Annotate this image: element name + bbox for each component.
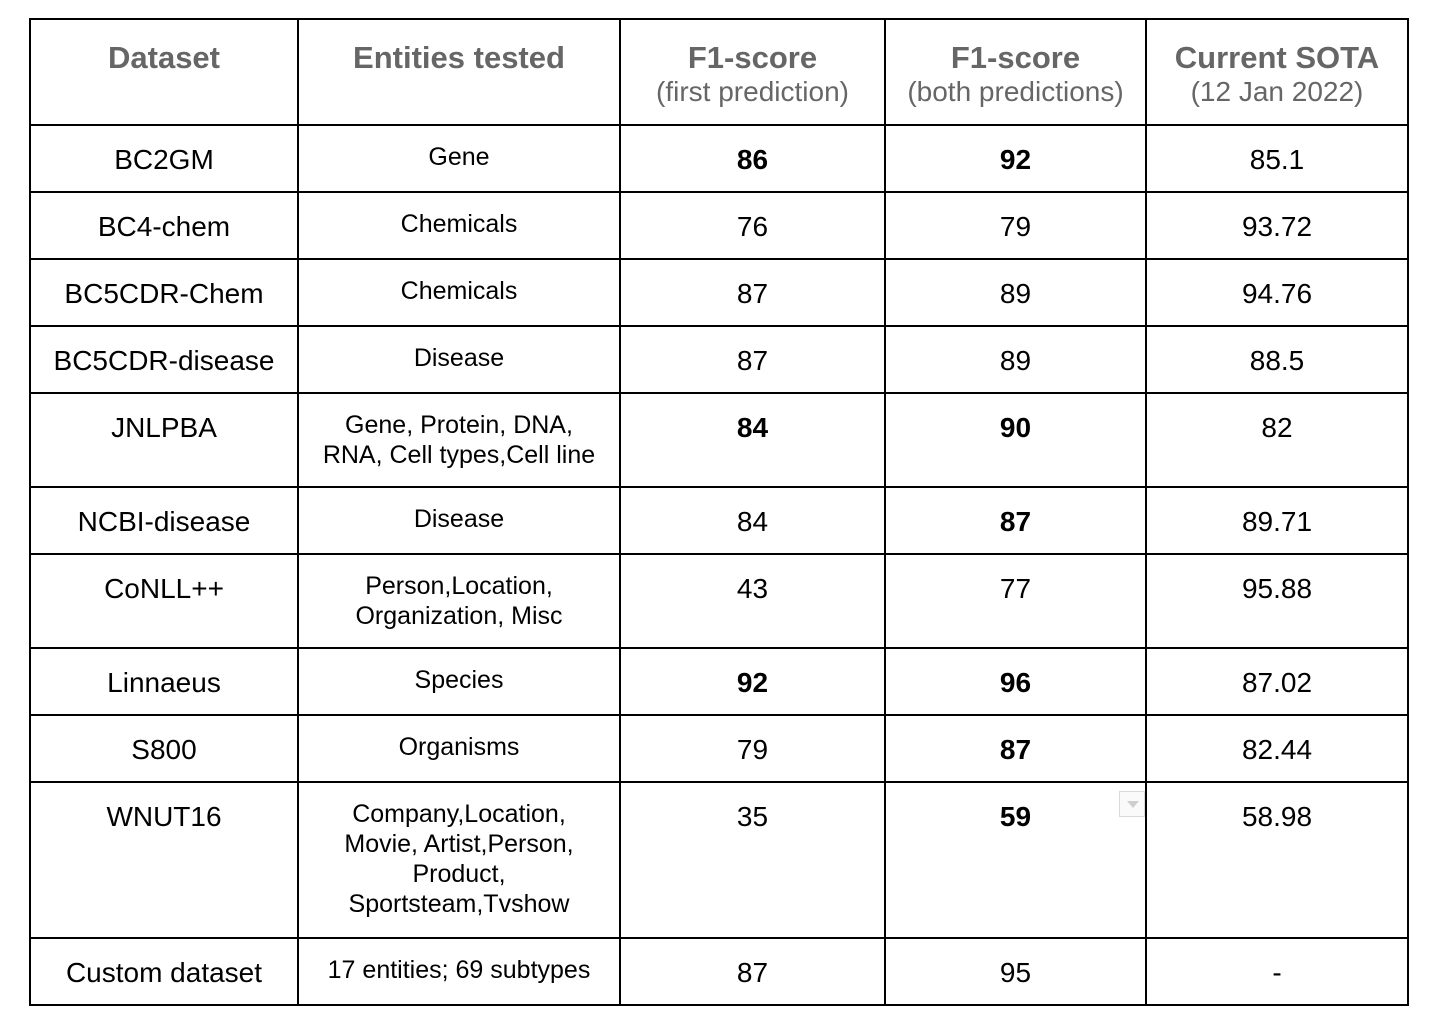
entities-cell	[298, 487, 620, 554]
sota-cell: 94.76	[1146, 259, 1408, 326]
f1-both-value: 59	[999, 801, 1032, 832]
entities-line: Gene, Protein, DNA,	[345, 411, 573, 439]
f1-both-cell	[885, 487, 1146, 554]
table-row	[30, 393, 1408, 487]
f1-first-cell: 76	[620, 192, 885, 259]
entities-line: Company,Location,	[352, 800, 566, 828]
entities-cell	[298, 648, 620, 715]
table-row	[30, 782, 1408, 938]
dataset-cell: WNUT16	[30, 782, 298, 938]
f1-both-wrap	[892, 573, 1139, 605]
table-row	[30, 554, 1408, 648]
f1-both-wrap	[892, 144, 1139, 176]
entities-cell	[298, 782, 620, 938]
f1-both-value: 89	[999, 278, 1032, 309]
f1-first-cell: 87	[620, 326, 885, 393]
f1-both-wrap	[892, 957, 1139, 989]
sota-cell: 58.98	[1146, 782, 1408, 938]
header-f1-both-label: F1-score	[950, 40, 1081, 75]
sota-cell: 93.72	[1146, 192, 1408, 259]
header-f1-first-label: F1-score	[687, 40, 818, 75]
table-row	[30, 192, 1408, 259]
dataset-cell: BC5CDR-Chem	[30, 259, 298, 326]
entities-cell	[298, 554, 620, 648]
header-f1-both-sublabel: (both predictions)	[907, 76, 1124, 107]
entities-cell	[298, 125, 620, 192]
sota-cell: 82.44	[1146, 715, 1408, 782]
sota-cell: 88.5	[1146, 326, 1408, 393]
header-f1-first	[620, 19, 885, 125]
header-sota	[1146, 19, 1408, 125]
sota-cell: 85.1	[1146, 125, 1408, 192]
entities-cell	[298, 259, 620, 326]
table-row	[30, 487, 1408, 554]
f1-both-cell	[885, 326, 1146, 393]
header-sota-sublabel: (12 Jan 2022)	[1190, 76, 1364, 107]
sota-cell: 87.02	[1146, 648, 1408, 715]
f1-first-cell: 43	[620, 554, 885, 648]
entities-line: Disease	[413, 505, 505, 533]
f1-both-cell	[885, 259, 1146, 326]
f1-first-cell: 86	[620, 125, 885, 192]
header-dataset-label: Dataset	[108, 40, 220, 75]
entities-line: 17 entities; 69 subtypes	[327, 956, 591, 984]
entities-line: Movie, Artist,Person,	[344, 830, 574, 858]
dataset-cell: CoNLL++	[30, 554, 298, 648]
header-row	[30, 19, 1408, 125]
f1-both-wrap	[892, 667, 1139, 699]
f1-first-cell: 84	[620, 487, 885, 554]
entities-line: Sportsteam,Tvshow	[348, 890, 570, 918]
f1-both-cell	[885, 648, 1146, 715]
f1-first-cell: 79	[620, 715, 885, 782]
f1-both-wrap	[892, 734, 1139, 766]
sota-cell: 89.71	[1146, 487, 1408, 554]
f1-both-value: 77	[999, 573, 1032, 604]
table-row	[30, 259, 1408, 326]
dataset-cell: NCBI-disease	[30, 487, 298, 554]
f1-both-value: 95	[999, 957, 1032, 988]
header-dataset	[30, 19, 298, 125]
sota-cell: -	[1146, 938, 1408, 1005]
entities-line: Product,	[412, 860, 506, 888]
f1-both-wrap	[892, 345, 1139, 377]
table-body	[30, 125, 1408, 1005]
header-sota-label: Current SOTA	[1174, 40, 1380, 75]
header-entities	[298, 19, 620, 125]
entities-line: RNA, Cell types,Cell line	[322, 441, 596, 469]
f1-both-value: 92	[999, 144, 1032, 175]
f1-first-cell: 92	[620, 648, 885, 715]
f1-both-cell	[885, 554, 1146, 648]
f1-both-wrap	[892, 801, 1139, 833]
entities-line: Organisms	[398, 733, 520, 761]
f1-both-value: 90	[999, 412, 1032, 443]
results-table	[29, 18, 1409, 1006]
entities-line: Organization, Misc	[355, 602, 563, 630]
f1-first-cell: 87	[620, 938, 885, 1005]
entities-cell	[298, 715, 620, 782]
dataset-cell: BC5CDR-disease	[30, 326, 298, 393]
sota-cell: 82	[1146, 393, 1408, 487]
f1-both-value: 87	[999, 734, 1032, 765]
header-entities-label: Entities tested	[353, 40, 565, 75]
f1-both-value: 79	[999, 211, 1032, 242]
f1-first-cell: 35	[620, 782, 885, 938]
f1-both-wrap	[892, 278, 1139, 310]
f1-both-cell	[885, 192, 1146, 259]
f1-both-cell	[885, 125, 1146, 192]
chevron-down-icon[interactable]	[1119, 791, 1145, 817]
f1-both-cell	[885, 715, 1146, 782]
entities-cell	[298, 192, 620, 259]
sota-cell: 95.88	[1146, 554, 1408, 648]
f1-first-cell: 87	[620, 259, 885, 326]
entities-line: Chemicals	[400, 277, 518, 305]
f1-both-wrap	[892, 211, 1139, 243]
f1-both-wrap	[892, 412, 1139, 444]
table-row	[30, 648, 1408, 715]
entities-cell	[298, 393, 620, 487]
entities-cell	[298, 938, 620, 1005]
dataset-cell: BC4-chem	[30, 192, 298, 259]
header-f1-first-sublabel: (first prediction)	[656, 76, 849, 107]
table-row	[30, 326, 1408, 393]
entities-line: Chemicals	[400, 210, 518, 238]
f1-both-cell	[885, 782, 1146, 938]
header-f1-both	[885, 19, 1146, 125]
table-header	[30, 19, 1408, 125]
dataset-cell: Linnaeus	[30, 648, 298, 715]
f1-both-wrap	[892, 506, 1139, 538]
f1-both-value: 96	[999, 667, 1032, 698]
entities-line: Disease	[413, 344, 505, 372]
dataset-cell: BC2GM	[30, 125, 298, 192]
f1-both-value: 89	[999, 345, 1032, 376]
dataset-cell: Custom dataset	[30, 938, 298, 1005]
entities-cell	[298, 326, 620, 393]
dataset-cell: JNLPBA	[30, 393, 298, 487]
f1-both-cell	[885, 393, 1146, 487]
table-row	[30, 715, 1408, 782]
table-row	[30, 125, 1408, 192]
entities-line: Gene	[428, 143, 490, 171]
dataset-cell: S800	[30, 715, 298, 782]
entities-line: Species	[414, 666, 504, 694]
entities-line: Person,Location,	[365, 572, 553, 600]
f1-both-cell	[885, 938, 1146, 1005]
f1-both-value: 87	[999, 506, 1032, 537]
table-row	[30, 938, 1408, 1005]
f1-first-cell: 84	[620, 393, 885, 487]
